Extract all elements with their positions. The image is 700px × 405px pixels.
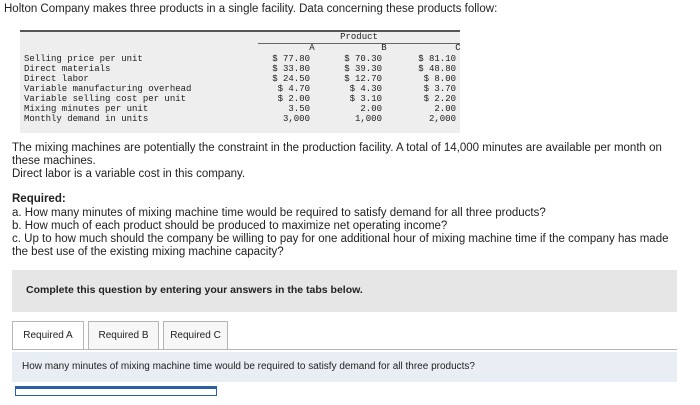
row-label: Direct labor bbox=[24, 74, 89, 84]
required-heading: Required: bbox=[12, 193, 66, 205]
table-cell: $ 48.80 bbox=[418, 64, 456, 74]
column-a-header: A bbox=[309, 43, 315, 53]
row-labels bbox=[24, 54, 191, 124]
row-label: Selling price per unit bbox=[24, 54, 143, 64]
product-data-table bbox=[20, 30, 460, 133]
table-cell: 1,000 bbox=[354, 114, 382, 124]
product-header-label: Product bbox=[340, 32, 378, 42]
row-label: Variable selling cost per unit bbox=[24, 94, 187, 104]
row-label: Mixing minutes per unit bbox=[24, 104, 149, 114]
required-item-c: c. Up to how much should the company be willing to pay for one additional hour of mixing machine time if the company has made the best use of the existing mixing machine capacity? bbox=[12, 233, 669, 258]
tab-required-a[interactable]: Required A bbox=[12, 321, 84, 350]
table-cell: $ 3.10 bbox=[349, 94, 382, 104]
column-b-values bbox=[322, 54, 382, 124]
instruction-text: Complete this question by entering your answers in the tabs below. bbox=[26, 284, 363, 296]
tab-required-b[interactable]: Required B bbox=[88, 321, 159, 350]
tab-divider bbox=[12, 349, 677, 350]
tab-required-c[interactable]: Required C bbox=[163, 321, 228, 350]
table-cell: 3.50 bbox=[288, 104, 310, 114]
table-cell: $ 70.30 bbox=[344, 54, 382, 64]
table-cell: $ 39.30 bbox=[344, 64, 382, 74]
table-cell: 2.00 bbox=[360, 104, 382, 114]
column-b-header: B bbox=[381, 43, 387, 53]
table-cell: 2,000 bbox=[428, 114, 456, 124]
labor-paragraph: Direct labor is a variable cost in this company. bbox=[12, 168, 246, 180]
table-cell: $ 4.70 bbox=[277, 84, 310, 94]
table-cell: $ 2.00 bbox=[277, 94, 310, 104]
table-cell: 3,000 bbox=[282, 114, 310, 124]
column-a-values bbox=[250, 54, 310, 124]
table-cell: $ 24.50 bbox=[272, 74, 310, 84]
table-cell: $ 12.70 bbox=[344, 74, 382, 84]
question-text: How many minutes of mixing machine time would be required to satisfy demand for all three products? bbox=[22, 361, 475, 372]
table-cell: $ 81.10 bbox=[418, 54, 456, 64]
required-item-b: b. How much of each product should be produced to maximize net operating income? bbox=[12, 220, 448, 232]
column-letters bbox=[258, 43, 460, 53]
answer-row bbox=[12, 383, 677, 405]
column-c-header: C bbox=[455, 43, 461, 53]
required-list bbox=[12, 207, 682, 259]
row-label: Variable manufacturing overhead bbox=[24, 84, 192, 94]
row-label: Monthly demand in units bbox=[24, 114, 149, 124]
table-cell: 2.00 bbox=[434, 104, 456, 114]
table-cell: $ 77.80 bbox=[272, 54, 310, 64]
table-cell: $ 8.00 bbox=[423, 74, 456, 84]
table-cell: $ 2.20 bbox=[423, 94, 456, 104]
total-minutes-input[interactable] bbox=[15, 386, 217, 396]
table-cell: $ 4.30 bbox=[349, 84, 382, 94]
instruction-panel bbox=[12, 270, 677, 312]
required-item-a: a. How many minutes of mixing machine time would be required to satisfy demand for all three products? bbox=[12, 207, 546, 219]
table-cell: $ 3.70 bbox=[423, 84, 456, 94]
problem-intro: Holton Company makes three products in a single facility. Data concerning these products follow: bbox=[4, 3, 498, 15]
question-panel bbox=[12, 352, 677, 382]
column-c-values bbox=[396, 54, 456, 124]
constraint-paragraph: The mixing machines are potentially the constraint in the production facility. A total of 14,000 minutes are available per month on these machines. bbox=[12, 142, 662, 167]
row-label: Direct materials bbox=[24, 64, 111, 74]
table-cell: $ 33.80 bbox=[272, 64, 310, 74]
